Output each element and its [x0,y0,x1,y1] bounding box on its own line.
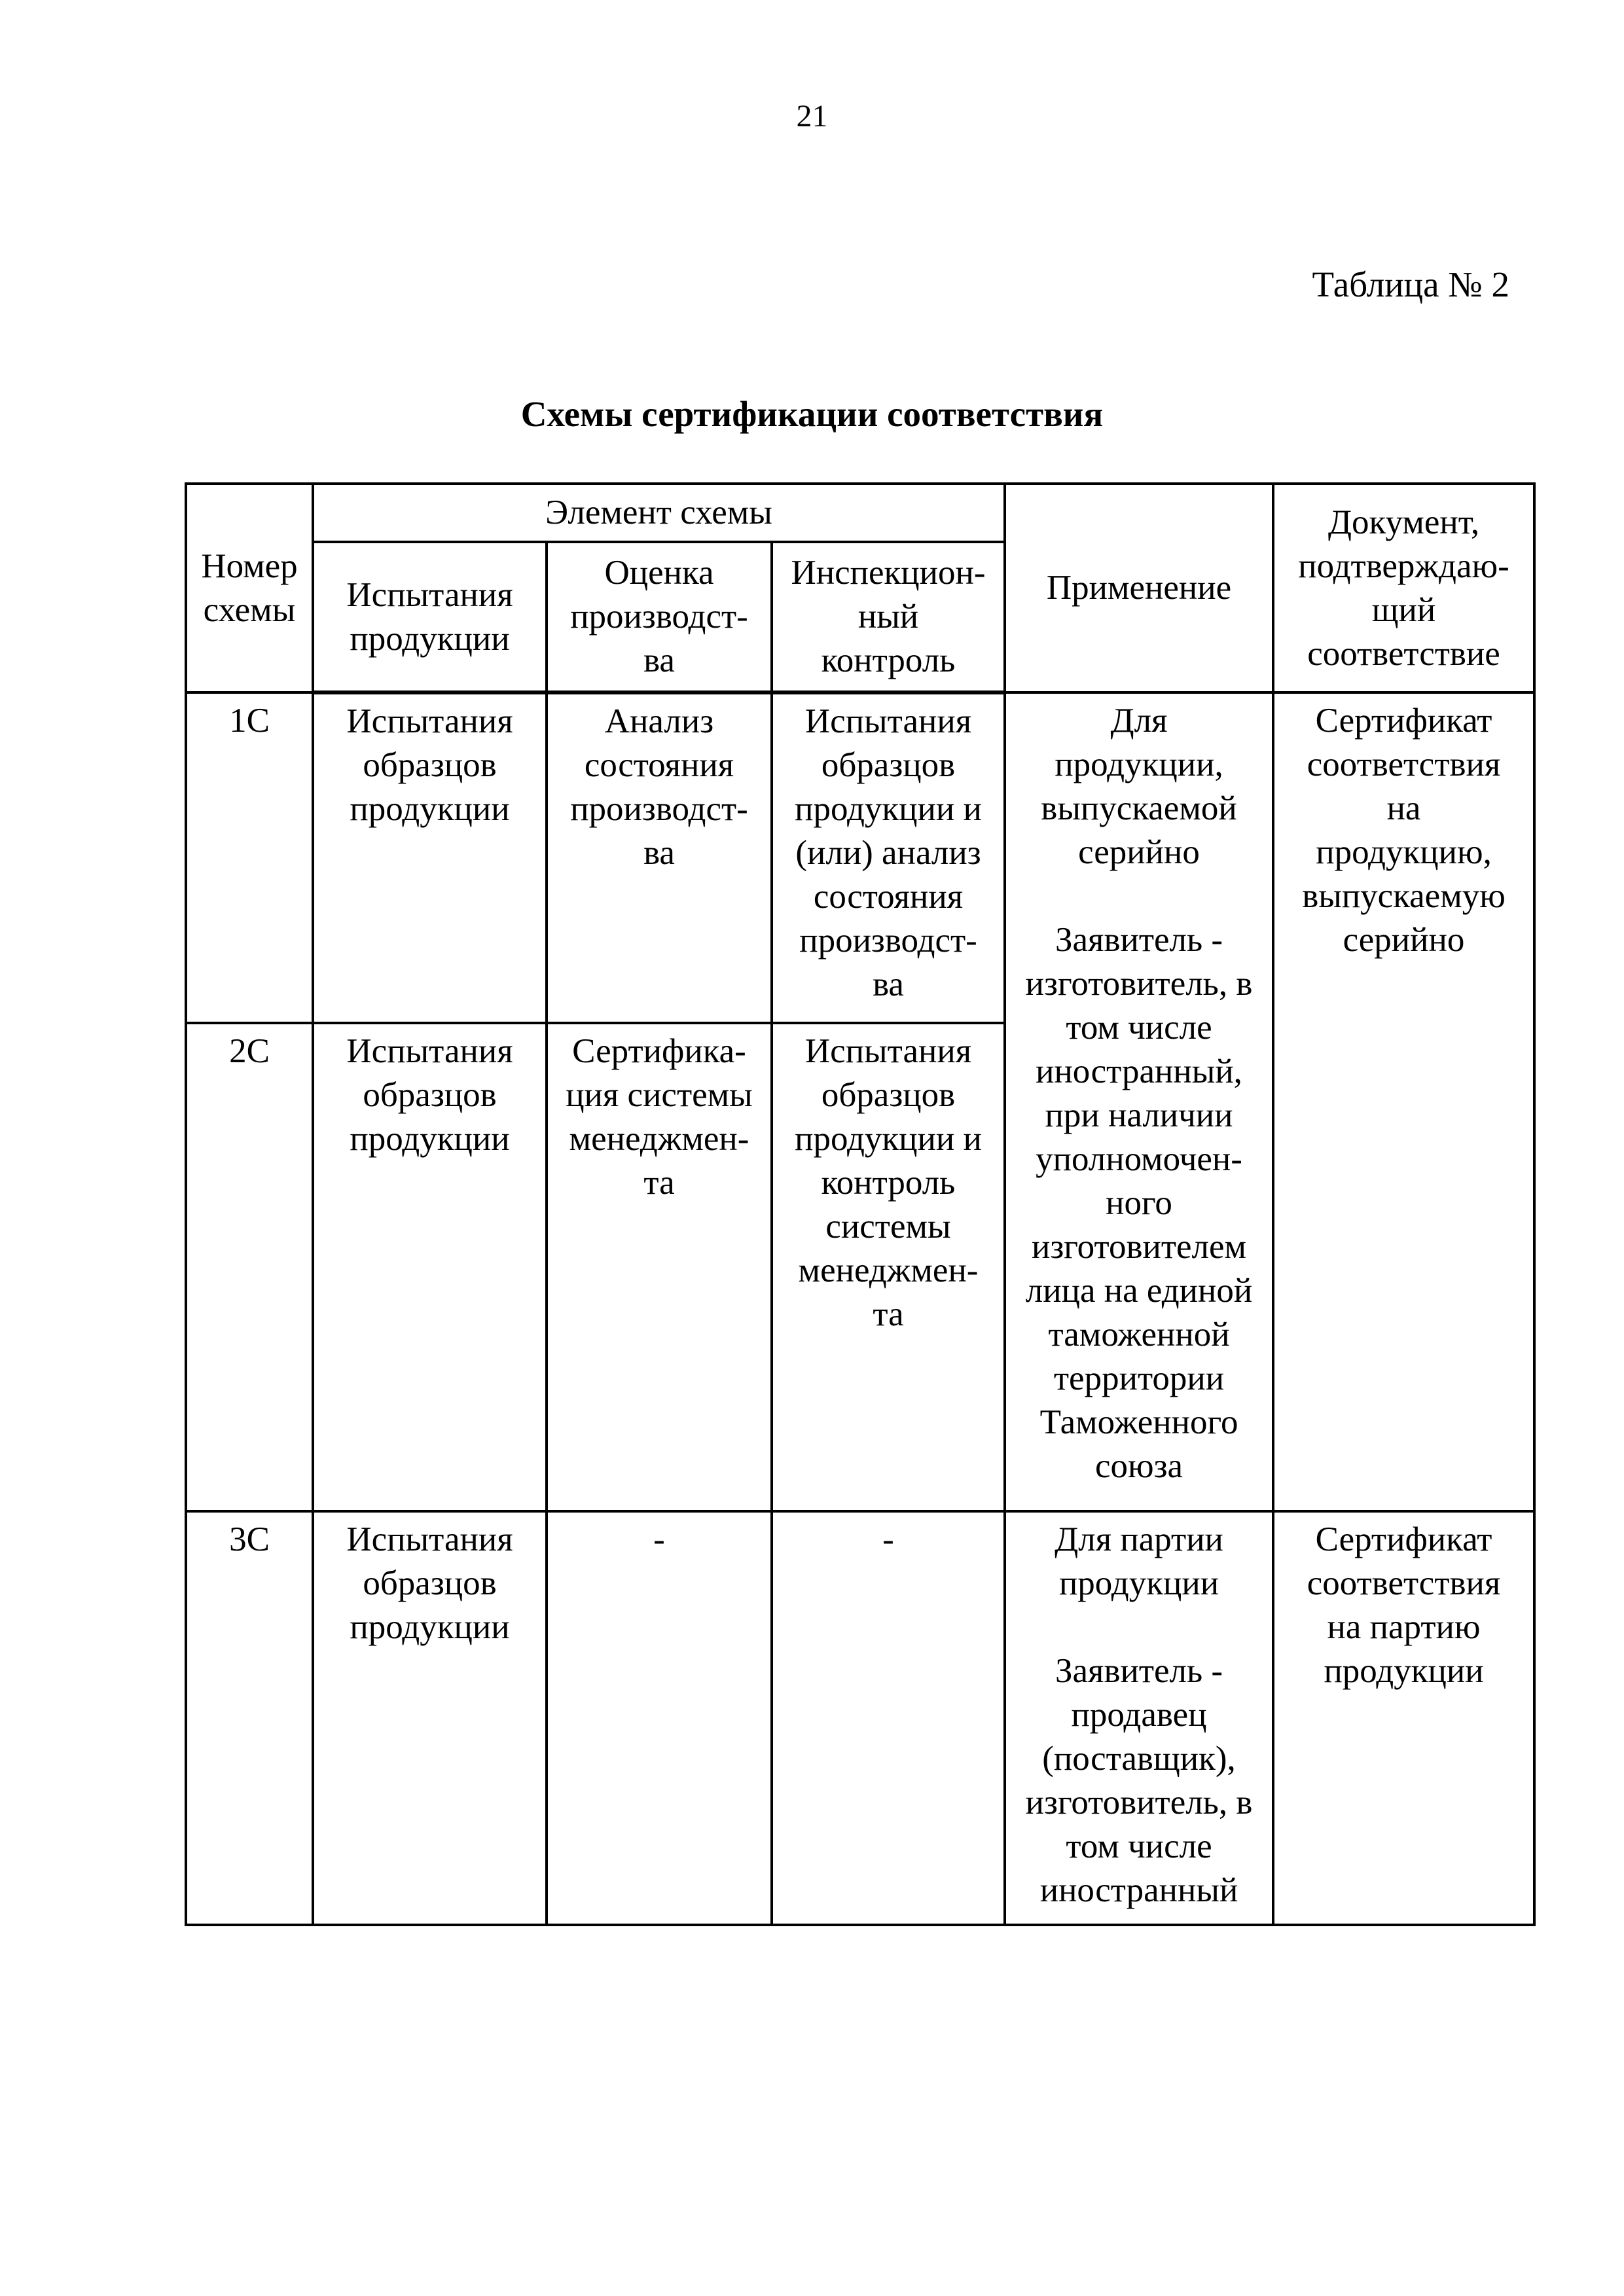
product-testing-cell: Испытания образцов продукции [313,1023,547,1511]
application-cell: Для продукции, выпускаемой серийно Заявитель - изготовитель, в том числе иностранный, при наличии уполномочен- ного изготовителем лица на единой таможенной территории Таможенного союза [1005,692,1273,1511]
table-caption: Таблица № 2 [1312,264,1509,304]
product-testing-cell: Испытания образцов продукции [313,692,547,1023]
scheme-number-cell: 2С [186,1023,313,1511]
scheme-number-cell: 1С [186,692,313,1023]
production-assessment-cell: Сертифика- ция системы менеджмен- та [547,1023,772,1511]
page-number: 21 [796,99,828,134]
header-document: Документ, подтверждаю- щий соответствие [1273,484,1534,692]
table-row [186,1511,1534,1925]
application-cell: Для партии продукции Заявитель - продавец (поставщик), изготовитель, в том числе иностранный [1005,1511,1273,1925]
header-application: Применение [1005,484,1273,692]
header-production-assessment: Оценка производст- ва [547,542,772,692]
page-title: Схемы сертификации соответствия [520,394,1104,434]
document-cell: Сертификат соответствия на партию продукции [1273,1511,1534,1925]
production-assessment-cell: Анализ состояния производст- ва [547,692,772,1023]
table-row [186,692,1534,1023]
product-testing-cell: Испытания образцов продукции [313,1511,547,1925]
inspection-control-cell: Испытания образцов продукции и контроль системы менеджмен- та [772,1023,1005,1511]
inspection-control-cell: Испытания образцов продукции и (или) анализ состояния производст- ва [772,692,1005,1023]
inspection-control-cell: - [772,1511,1005,1925]
header-row-1 [186,484,1534,542]
header-product-testing: Испытания продукции [313,542,547,692]
scheme-number-cell: 3С [186,1511,313,1925]
certification-schemes-table [185,482,1536,1926]
header-scheme-element: Элемент схемы [313,484,1005,542]
document-cell: Сертификат соответствия на продукцию, выпускаемую серийно [1273,692,1534,1511]
header-scheme-number: Номер схемы [186,484,313,692]
production-assessment-cell: - [547,1511,772,1925]
header-inspection-control: Инспекцион- ный контроль [772,542,1005,692]
